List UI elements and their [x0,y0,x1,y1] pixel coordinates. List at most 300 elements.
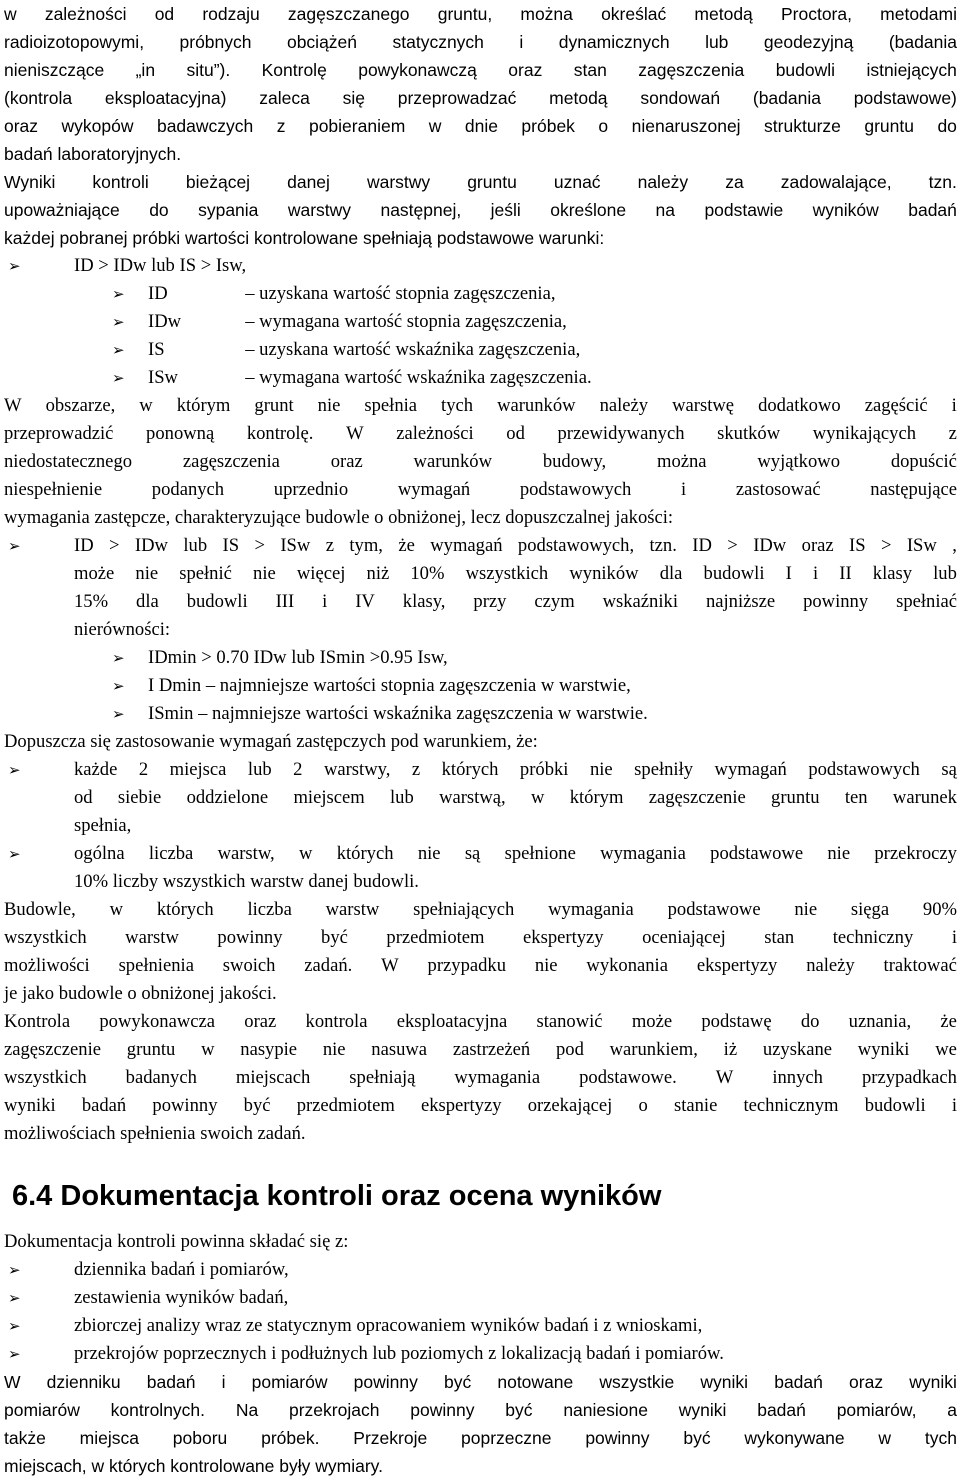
word: podstawowe. [579,1067,677,1088]
word: niż [366,563,390,584]
word: wykonywane [744,1428,845,1448]
word: przeprowadzać [397,88,517,108]
word: na [655,200,676,220]
word: nienaruszonej [631,116,741,136]
word: do [937,116,957,136]
word: od [74,787,93,808]
word: badań [774,1372,823,1392]
word: warstw [125,927,179,948]
word: nieniszczące [4,60,105,80]
text-line: badań laboratoryjnych. [4,144,182,164]
word: gruntu [467,172,517,192]
bullet-arrow-icon: ➢ [112,341,125,359]
word: oceniającej [642,927,726,948]
list-item-line [74,560,957,588]
word: każde [74,759,118,780]
word: o [638,1095,648,1116]
word: z [411,759,421,780]
word: Wyniki [4,172,56,192]
word: wyników [812,200,879,220]
word: budowli [775,60,836,80]
word: nie [794,899,818,920]
word: najniższe [705,591,776,612]
word: stan [764,927,795,948]
word: eksploatacyjna [396,1011,508,1032]
text-line [4,112,957,140]
definition-term: IDw [148,311,182,332]
section-heading: 6.4 Dokumentacja kontroli oraz ocena wyników [12,1180,662,1212]
text-line [4,1036,957,1064]
word: wymagań [714,759,787,780]
definition-item [148,280,957,308]
word: zagęszczenie [648,787,746,808]
word: eksploatacyjna) [104,88,227,108]
bullet-arrow-icon: ➢ [8,845,21,863]
word: innych [772,1067,823,1088]
word: czym [534,591,575,612]
word: ekspertyzy [420,1095,502,1116]
word: podstawie [704,200,784,220]
word: wymagania [548,899,634,920]
word: wyników [569,563,639,584]
word: I [785,563,792,584]
bullet-arrow-icon: ➢ [8,761,21,779]
word: dnie [464,116,498,136]
text-line [4,1424,957,1452]
word: spełniać [896,591,957,612]
word: dla [659,563,683,584]
word: IV [355,591,375,612]
word: dopuścić [890,451,957,472]
word: może [631,1011,673,1032]
word: stan [573,60,607,80]
word: można [520,4,573,24]
word: o [598,116,609,136]
word: w [201,1039,215,1060]
word: danej [287,172,330,192]
word: badań [757,1400,806,1420]
word: pomiarów, [836,1400,917,1420]
word: badań [146,1372,196,1392]
list-item-line [74,756,957,784]
word: wymagania [454,1067,541,1088]
word: W [4,395,22,416]
word: należy [599,395,649,416]
word: a [947,1400,957,1420]
word: (kontrola [4,88,73,108]
word: kontroli [92,172,149,192]
bullet-arrow-icon: ➢ [8,1289,21,1307]
bullet-arrow-icon: ➢ [8,1317,21,1335]
word: warstwy, [323,759,391,780]
word: bieżącej [185,172,251,192]
word: kontrolnych. [110,1400,206,1420]
bullet-arrow-icon: ➢ [8,1261,21,1279]
word: lub [183,535,208,556]
word: dzienniku [46,1372,121,1392]
word: warunek [892,787,957,808]
word: powinny [152,1095,218,1116]
word: miejsca [79,1428,139,1448]
word: wymagań [397,479,471,500]
word: stanowić [536,1011,603,1032]
word: zagęścić [864,395,928,416]
sub-list-item: ISmin – najmniejsze wartości wskaźnika zagęszczenia w warstwie. [148,703,648,724]
word: przewidywanych [557,423,685,444]
word: przy [473,591,507,612]
word: II [839,563,852,584]
word: zależności [44,4,127,24]
word: metodą [549,88,608,108]
doc-list-item: zestawienia wyników badań, [74,1287,289,1308]
word: spełnione [504,843,576,864]
word: w [4,4,17,24]
word: badań [81,1095,127,1116]
word: być [505,1400,533,1420]
word: możliwości [4,955,90,976]
word: od [154,4,175,24]
word: istniejących [866,60,957,80]
definition-desc: – wymagana wartość stopnia zagęszczenia, [245,311,567,332]
word: uzyskane [762,1039,833,1060]
definition-term: ISw [148,367,178,388]
word: poprzeczne [461,1428,552,1448]
word: próbki [519,759,569,780]
word: liczba [148,843,194,864]
word: przeprowadzić [4,423,114,444]
word: > [880,535,892,556]
list-item-line [74,532,957,560]
word: nie [589,759,613,780]
word: następnej, [380,200,462,220]
word: stanie [673,1095,718,1116]
word: budowli [703,563,765,584]
word: klasy [872,563,913,584]
word: za [725,172,744,192]
word: ID [692,535,712,556]
word: tych [924,1428,957,1448]
word: liczba [247,899,292,920]
word: więcej [296,563,346,584]
word: od [506,423,525,444]
word: wszystkich [465,563,549,584]
text-line: Dokumentacja kontroli powinna składać się z: [4,1231,349,1252]
word: lub [390,787,414,808]
word: przekroczy [874,843,957,864]
text-line [4,1368,957,1396]
list-item-line [74,784,957,812]
word: miejscach [235,1067,311,1088]
word: W [4,1372,21,1392]
word: spełnienia [118,955,194,976]
word: i [812,563,819,584]
bullet-arrow-icon: ➢ [8,537,21,555]
word: może [74,563,115,584]
word: W [715,1067,734,1088]
word: podstawowych [519,479,632,500]
text-line [4,420,957,448]
word: nie [317,395,341,416]
word: uznać [553,172,601,192]
word: być [321,927,348,948]
word: zadowalające, [780,172,892,192]
word: strukturze [764,116,841,136]
word: w [530,787,545,808]
text-line [4,448,957,476]
text-line [4,84,957,112]
word: lub [933,563,957,584]
word: rodzaju [202,4,260,24]
word: ten [844,787,868,808]
word: przypadku [427,955,507,976]
word: > [109,535,120,556]
word: nasuwa [371,1039,428,1060]
bullet-arrow-icon: ➢ [8,1345,21,1363]
word: nie [253,563,276,584]
word: nie [417,843,441,864]
word: budowli [186,591,248,612]
word: podstawowe [710,843,804,864]
word: metodami [880,4,957,24]
word: zaleca [259,88,310,108]
word: można [657,451,707,472]
word: poboru [172,1428,228,1448]
word: jeśli [490,200,521,220]
definition-item [148,364,957,392]
word: w [428,116,442,136]
word: 90% [922,899,957,920]
condition-item: ID > IDw lub IS > Isw, [74,255,247,276]
word: być [443,1372,472,1392]
word: oraz [330,451,363,472]
word: następujące [870,479,957,500]
word: iż [723,1039,738,1060]
word: próbnych [179,32,252,52]
word: podstawowe) [853,88,957,108]
word: radioizotopowymi, [4,32,145,52]
word: dla [136,591,159,612]
text-line [4,1092,957,1120]
word: wynikających [812,423,917,444]
word: spełnia [364,395,418,416]
word: Proctora, [780,4,852,24]
word: niespełnienie [4,479,103,500]
word: 10% [410,563,445,584]
word: budowy, [542,451,607,472]
word: budowli [864,1095,926,1116]
word: do [149,200,169,220]
word: powinny [585,1428,650,1448]
word: wyniki [909,1372,957,1392]
word: do [800,1011,820,1032]
word: gruntu [126,1039,176,1060]
word: z [948,423,957,444]
word: Przekroje [353,1428,428,1448]
word: ekspertyzy [523,927,604,948]
word: Budowle, [4,899,76,920]
word: podanych [151,479,225,500]
doc-list-item: zbiorczej analizy wraz ze statycznym opracowaniem wyników badań i z wnioskami, [74,1315,703,1336]
word: spełnić [179,563,232,584]
word: 2 [138,759,149,780]
sub-list-item: IDmin > 0.70 IDw lub ISmin >0.95 Isw, [148,647,448,668]
word: tzn. [649,535,677,556]
word: wymagań [430,535,503,556]
word: warstwy [287,200,352,220]
word: notowane [497,1372,574,1392]
bullet-arrow-icon: ➢ [112,369,125,387]
word: próbek. [261,1428,320,1448]
word: oraz [508,60,543,80]
word: i [951,927,957,948]
definition-term: IS [148,339,165,360]
text-line [4,1064,957,1092]
list-item-line [74,588,957,616]
word: oraz [849,1372,884,1392]
word: gruntu, [437,4,493,24]
word: i [519,32,524,52]
word: zadań. [304,955,353,976]
word: situ”). [186,60,231,80]
word: spełniły [634,759,694,780]
word: wskaźniki [602,591,678,612]
word: są [464,843,481,864]
word: kontrola [305,1011,368,1032]
word: technicznym [743,1095,839,1116]
word: warunków [497,395,576,416]
word: ekspertyzy [696,955,778,976]
bullet-arrow-icon: ➢ [112,285,125,303]
word: miejscem [293,787,365,808]
word: oddzielone [186,787,269,808]
word: powinny [803,591,869,612]
word: Kontrola [4,1011,71,1032]
text-line [4,476,957,504]
word: IS [849,535,866,556]
definition-item [148,308,957,336]
word: IDw [134,535,168,556]
word: nasypie [240,1039,298,1060]
word: pod [555,1039,584,1060]
word: nie [135,563,159,584]
word: w [299,843,313,864]
word: 15% [74,591,109,612]
word: gruntu [864,116,914,136]
word: warunków [413,451,493,472]
word: upoważniające [4,200,120,220]
word: przekrojach [289,1400,380,1420]
text-line [4,392,957,420]
word: zagęszczenia [638,60,745,80]
word: miejsca [169,759,227,780]
text-line: możliwościach spełnienia swoich zadań. [4,1123,306,1144]
word: wykopów [61,116,134,136]
word: tzn. [928,172,957,192]
word: że [398,535,415,556]
word: ISw [906,535,937,556]
word: wymagania [600,843,686,864]
word: 2 [293,759,303,780]
word: siebie [117,787,162,808]
text-line: każdej pobranej próbki wartości kontrolowane spełniają podstawowe warunki: [4,228,605,248]
word: geodezyjną [763,32,854,52]
word: klasy, [402,591,446,612]
word: uprzednio [273,479,349,500]
list-item-line [74,840,957,868]
text-line: wymagania zastępcze, charakteryzujące budowle o obniżonej, lecz dopuszczalnej jakości: [4,507,674,528]
definition-term: ID [148,283,168,304]
word: warstwą, [439,787,506,808]
word: których [441,759,499,780]
word: oraz [801,535,834,556]
word: ISw [280,535,311,556]
word: także [4,1428,46,1448]
word: i [322,591,328,612]
word: (badania [752,88,821,108]
word: wykonania [586,955,668,976]
word: zależności [396,423,474,444]
word: ID [74,535,94,556]
word: warstw [325,899,380,920]
word: spełniających [413,899,515,920]
word: kontrolę. [246,423,314,444]
word: określone [550,200,627,220]
word: W [381,955,399,976]
word: przedmiotem [386,927,485,948]
word: warstwę [672,395,735,416]
word: > [727,535,738,556]
word: przypadkach [861,1067,957,1088]
bullet-arrow-icon: ➢ [112,313,125,331]
word: być [683,1428,711,1448]
word: podstawowe [667,899,761,920]
word: tym, [349,535,383,556]
word: lub [247,759,272,780]
word: pomiarów [251,1372,328,1392]
word: niedostatecznego [4,451,133,472]
list-item-line: 10% liczby wszystkich warstw danej budowli. [74,871,419,892]
word: gruntu [771,787,820,808]
text-line: Dopuszcza się zastosowanie wymagań zastępczych pod warunkiem, że: [4,731,538,752]
doc-list-item: przekrojów poprzecznych i podłużnych lub poziomych z lokalizacją badań i pomiarów. [74,1343,724,1364]
word: podstawę [701,1011,772,1032]
word: badanych [125,1067,197,1088]
word: należy [637,172,689,192]
text-line [4,196,957,224]
word: > [254,535,265,556]
word: próbek [521,116,575,136]
bullet-arrow-icon: ➢ [112,677,125,695]
word: w [139,395,153,416]
word: zastrzeżeń [452,1039,531,1060]
word: zagęszczanego [287,4,410,24]
word: metodą [694,4,753,24]
word: naniesione [563,1400,648,1420]
word: nie [534,955,558,976]
word: ogólna [74,843,125,864]
word: w [878,1428,892,1448]
word: uznania, [848,1011,912,1032]
word: statycznych [392,32,484,52]
text-line [4,1008,957,1036]
word: IDw [753,535,787,556]
word: należy [806,955,855,976]
word: podstawowych, [517,535,635,556]
sub-list-item: I Dmin – najmniejsze wartości stopnia zagęszczenia w warstwie, [148,675,631,696]
word: i [951,1095,957,1116]
word: zagęszczenie [4,1039,102,1060]
word: i [221,1372,226,1392]
